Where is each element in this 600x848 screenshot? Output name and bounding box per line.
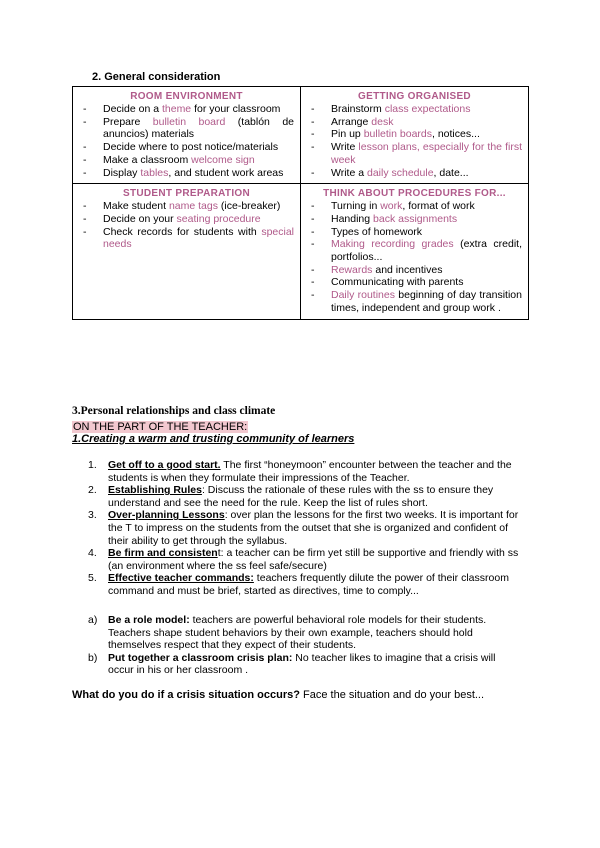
student-preparation-cell bbox=[73, 184, 301, 319]
list-item bbox=[307, 103, 522, 116]
list-item bbox=[307, 200, 522, 213]
item-text-after: , format of work bbox=[402, 200, 475, 213]
list-item bbox=[72, 652, 522, 677]
section-3-heading: 3.Personal relationships and class climate bbox=[72, 405, 276, 417]
numbered-list bbox=[72, 459, 522, 598]
list-item bbox=[72, 547, 522, 572]
item-highlight: special needs bbox=[103, 225, 294, 251]
room-environment-list bbox=[79, 103, 294, 179]
item-text: Make student bbox=[103, 200, 169, 213]
procedures-list bbox=[307, 200, 522, 314]
list-item bbox=[72, 614, 522, 652]
item-text: The first “honeymoon” encounter between the teacher and the students is when they formulate their impressions of the Teacher. bbox=[108, 459, 512, 484]
item-highlight: Rewards bbox=[331, 263, 373, 276]
item-highlight: back assignments bbox=[373, 212, 458, 225]
item-marker: 3. bbox=[88, 509, 97, 522]
room-environment-title: ROOM ENVIRONMENT bbox=[130, 91, 243, 102]
list-item bbox=[79, 103, 294, 116]
procedures-title: THINK ABOUT PROCEDURES FOR... bbox=[323, 188, 506, 200]
list-item bbox=[72, 572, 522, 597]
item-text-after: , notices... bbox=[432, 128, 480, 141]
item-text: Prepare bbox=[103, 115, 153, 128]
getting-organised-list bbox=[307, 103, 522, 179]
list-item bbox=[72, 484, 522, 509]
on-part-label: ON THE PART OF THE TEACHER: bbox=[73, 421, 248, 433]
list-item bbox=[307, 167, 522, 180]
item-highlight: work bbox=[380, 200, 403, 213]
item-marker: 2. bbox=[88, 484, 97, 497]
getting-organised-cell bbox=[301, 87, 529, 184]
item-marker: 4. bbox=[88, 547, 97, 560]
item-highlight: lesson plans, especially for the first week bbox=[331, 141, 522, 166]
list-item bbox=[307, 226, 522, 239]
list-item bbox=[307, 128, 522, 141]
item-text: Communicating with parents bbox=[331, 276, 464, 289]
item-text: : Discuss the rationale of these rules with the ss to ensure they understand and see the need for the rule. Keep the list of rules short. bbox=[108, 484, 494, 509]
item-highlight: bulletin boards bbox=[363, 128, 432, 141]
list-item bbox=[307, 238, 522, 263]
item-text: Write a bbox=[331, 166, 367, 179]
item-text: Check records for students with bbox=[103, 225, 262, 238]
item-text: Arrange bbox=[331, 115, 372, 128]
item-highlight: Daily routines bbox=[331, 289, 395, 302]
room-environment-cell bbox=[73, 87, 301, 184]
item-marker: 5. bbox=[88, 572, 97, 585]
section-2-heading: 2. General consideration bbox=[92, 71, 221, 83]
list-item bbox=[307, 116, 522, 129]
item-keyword: Be firm and consisten bbox=[108, 547, 218, 560]
list-item bbox=[79, 167, 294, 180]
item-text-after: , date... bbox=[433, 166, 469, 179]
student-preparation-list bbox=[79, 200, 294, 251]
item-text: Write bbox=[331, 141, 359, 154]
subheading-community: 1.Creating a warm and trusting community of learners bbox=[72, 433, 355, 445]
item-text: Types of homework bbox=[331, 225, 423, 238]
item-highlight: seating procedure bbox=[176, 212, 261, 225]
item-text: Display bbox=[103, 166, 141, 179]
item-highlight: name tags bbox=[168, 200, 218, 213]
item-text: Decide on a bbox=[103, 103, 162, 115]
item-keyword: Establishing Rules bbox=[108, 484, 202, 497]
list-item bbox=[79, 213, 294, 226]
item-text: Brainstorm bbox=[331, 103, 385, 115]
list-item bbox=[79, 116, 294, 141]
list-item bbox=[72, 509, 522, 547]
item-text-after: for your classroom bbox=[191, 103, 281, 115]
item-text: teachers frequently dilute the power of their classroom command and must be brief, started as directives, time to comply... bbox=[108, 572, 509, 597]
list-item bbox=[307, 276, 522, 289]
item-marker: 1. bbox=[88, 459, 97, 471]
item-highlight: Making recording grades bbox=[331, 238, 454, 251]
getting-organised-title: GETTING ORGANISED bbox=[358, 91, 471, 102]
item-text-after: and incentives bbox=[372, 263, 443, 276]
item-highlight: daily schedule bbox=[366, 166, 434, 179]
item-text: t: a teacher can be firm yet still be supportive and friendly with ss (an environment where the ss feel safe/secure) bbox=[108, 547, 519, 572]
item-text: teachers are powerful behavioral role models for their students. Teachers shape student behaviors by their own example, teachers should hold themselves respect that they expect of their students. bbox=[108, 614, 487, 652]
item-text-after: (ice-breaker) bbox=[217, 200, 281, 213]
item-text: Decide on your bbox=[103, 212, 177, 225]
item-highlight: welcome sign bbox=[191, 153, 255, 166]
item-text: : over plan the lessons for the first two weeks. It is important for the T to impress on the students from the outset that she is organized and confident of their ability to get through the syllabus. bbox=[108, 509, 519, 547]
list-item bbox=[79, 154, 294, 167]
list-item bbox=[307, 289, 522, 314]
list-item bbox=[307, 141, 522, 166]
list-item bbox=[307, 264, 522, 277]
lettered-list bbox=[72, 614, 522, 677]
item-keyword: Over-planning Lessons bbox=[108, 509, 225, 522]
item-keyword: Put together a classroom crisis plan: bbox=[108, 651, 293, 664]
procedures-cell bbox=[301, 184, 529, 319]
item-keyword: Effective teacher commands: bbox=[108, 572, 254, 585]
item-text: Handing bbox=[331, 212, 374, 225]
list-item bbox=[79, 200, 294, 213]
item-highlight: desk bbox=[371, 115, 394, 128]
answer-text: Face the situation and do your best... bbox=[299, 689, 485, 701]
item-text: Decide where to post notice/materials bbox=[103, 141, 279, 154]
list-item bbox=[72, 459, 522, 484]
list-item bbox=[307, 213, 522, 226]
item-marker: b) bbox=[88, 651, 98, 664]
item-highlight: class expectations bbox=[384, 103, 471, 115]
item-text: No teacher likes to imagine that a crisis will occur in his or her classroom . bbox=[108, 651, 496, 677]
item-text-after: (tablón de anuncios) materials bbox=[103, 115, 295, 141]
list-item bbox=[79, 141, 294, 154]
item-text: Turning in bbox=[331, 200, 381, 213]
item-text-after: (extra credit, portfolios... bbox=[331, 238, 522, 264]
item-text-after: , and student work areas bbox=[168, 166, 284, 179]
item-text: Pin up bbox=[331, 128, 364, 141]
item-text: Make a classroom bbox=[103, 153, 192, 166]
consideration-table bbox=[72, 86, 529, 320]
item-highlight: tables bbox=[140, 166, 169, 179]
student-preparation-title: STUDENT PREPARATION bbox=[123, 188, 250, 200]
question-text: What do you do if a crisis situation occurs? bbox=[72, 689, 300, 701]
item-highlight: theme bbox=[161, 103, 192, 115]
item-marker: a) bbox=[88, 614, 98, 626]
item-keyword: Get off to a good start. bbox=[108, 459, 221, 471]
item-keyword: Be a role model: bbox=[108, 614, 190, 626]
list-item bbox=[79, 226, 294, 251]
crisis-question bbox=[72, 689, 532, 701]
item-highlight: bulletin board bbox=[152, 115, 226, 128]
item-text-after: beginning of day transition times, independent and group work . bbox=[331, 289, 522, 314]
